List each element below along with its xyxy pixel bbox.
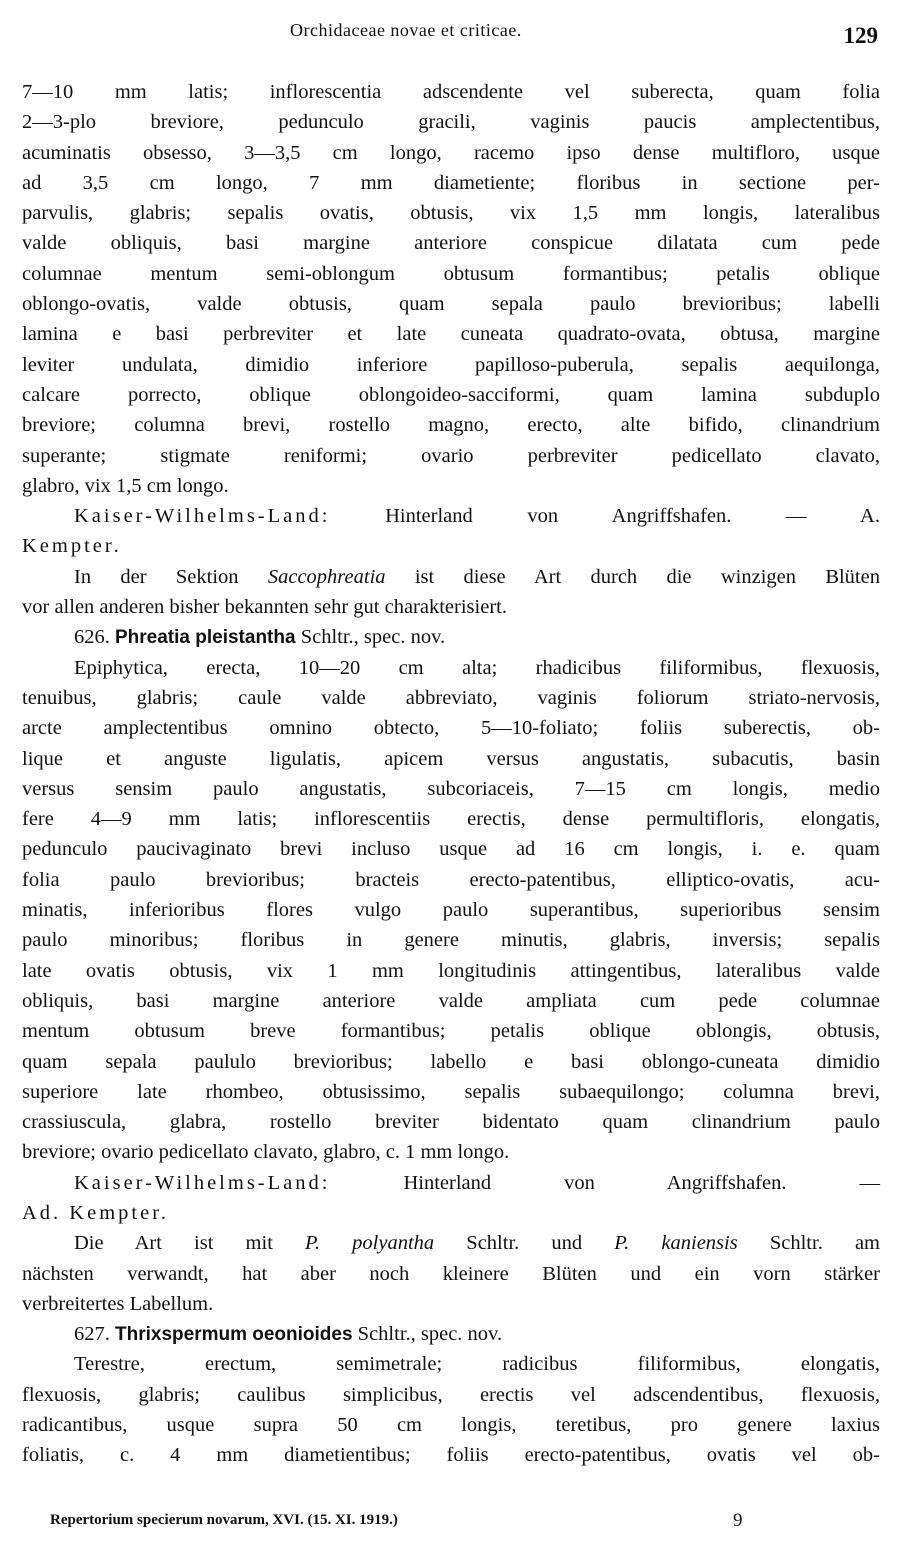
text-line: verbreitertes Labellum. (22, 1292, 214, 1315)
text-line: superante; stigmate reniformi; ovario perbreviter pedicellato clavato, (22, 444, 880, 467)
text-span: Die Art ist mit (74, 1232, 306, 1255)
text-line: breviore; ovario pedicellato clavato, glabro, c. 1 mm longo. (22, 1141, 510, 1164)
text-line: valde obliquis, basi margine anteriore conspicue dilatata cum pede (22, 232, 880, 255)
text-line: mentum obtusum breve formantibus; petalis oblique oblongis, obtusis, (22, 1020, 880, 1043)
text-line: crassiuscula, glabra, rostello breviter bidentato quam clinandrium paulo (22, 1111, 880, 1134)
text-line: late ovatis obtusis, vix 1 mm longitudinis attingentibus, lateralibus valde (22, 959, 880, 982)
locality-spaced: Kempter. (22, 535, 122, 558)
text-line: tenuibus, glabris; caule valde abbreviato, vaginis foliorum striato-nervosis, (22, 686, 880, 709)
text-span: In der Sektion (74, 565, 268, 588)
taxon-italic: P. polyantha (305, 1232, 435, 1255)
text-line: glabro, vix 1,5 cm longo. (22, 474, 229, 497)
taxon-italic: P. kaniensis (614, 1232, 738, 1255)
signature-mark: 9 (733, 1510, 743, 1531)
text-span: ist diese Art durch die winzigen Blüten (385, 565, 880, 588)
text-line: quam sepala paululo brevioribus; labello e basi oblongo-cuneata dimidio (22, 1050, 880, 1073)
text-line: columnae mentum semi-oblongum obtusum formantibus; petalis oblique (22, 262, 880, 285)
text-line: lique et anguste ligulatis, apicem versus angustatis, subacutis, basin (22, 747, 880, 770)
text-line: arcte amplectentibus omnino obtecto, 5—10-foliato; foliis suberectis, ob- (22, 717, 880, 740)
text-line: 2—3-plo breviore, pedunculo gracili, vaginis paucis amplectentibus, (22, 111, 880, 134)
text-line: oblongo-ovatis, valde obtusis, quam sepala paulo brevioribus; labelli (22, 293, 880, 316)
text-line (22, 1319, 880, 1349)
locality-spaced: Kaiser-Wilhelms-Land: (74, 1171, 331, 1194)
text-line (22, 562, 880, 592)
text-line: acuminatis obsesso, 3—3,5 cm longo, racemo ipso dense multifloro, usque (22, 141, 880, 164)
text-line: folia paulo brevioribus; bracteis erecto-patentibus, elliptico-ovatis, acu- (22, 868, 880, 891)
text-line: pedunculo paucivaginato brevi incluso usque ad 16 cm longis, i. e. quam (22, 838, 880, 861)
text-line: versus sensim paulo angustatis, subcoriaceis, 7—15 cm longis, medio (22, 777, 880, 800)
text-line (22, 531, 880, 561)
text-span: Schltr. und (434, 1232, 615, 1255)
text-line: flexuosis, glabris; caulibus simplicibus, erectis vel adscendentibus, flexuosis, (22, 1383, 880, 1406)
running-header (0, 20, 900, 50)
running-title: Orchidaceae novae et criticae. (290, 20, 522, 40)
text-span: Hinterland von Angriffshafen. — (330, 1171, 880, 1194)
text-span: Schltr., spec. nov. (295, 626, 446, 649)
text-line: vor allen anderen bisher bekannten sehr gut charakterisiert. (22, 596, 507, 619)
body-text (22, 77, 880, 1471)
locality-spaced: Ad. Kempter. (22, 1201, 170, 1224)
locality-spaced: Kaiser-Wilhelms-Land: (74, 505, 331, 528)
text-line: superiore late rhombeo, obtusissimo, sepalis subaequilongo; columna brevi, (22, 1080, 880, 1103)
text-line: Epiphytica, erecta, 10—20 cm alta; rhadicibus filiformibus, flexuosis, (74, 656, 880, 679)
text-span: Schltr. am (737, 1232, 880, 1255)
text-line: paulo minoribus; floribus in genere minutis, glabris, inversis; sepalis (22, 929, 880, 952)
text-line (22, 622, 880, 652)
text-line: Terestre, erectum, semimetrale; radicibus filiformibus, elongatis, (74, 1353, 880, 1376)
text-line: radicantibus, usque supra 50 cm longis, teretibus, pro genere laxius (22, 1414, 880, 1437)
species-name: Thrixspermum oeonioides (115, 1324, 353, 1346)
text-line: calcare porrecto, oblique oblongoideo-sacciformi, quam lamina subduplo (22, 383, 880, 406)
species-name: Phreatia pleistantha (115, 627, 296, 649)
text-line (22, 1228, 880, 1258)
text-line (22, 501, 880, 531)
text-line: ad 3,5 cm longo, 7 mm diametiente; floribus in sectione per- (22, 171, 880, 194)
text-line: fere 4—9 mm latis; inflorescentiis erectis, dense permultifloris, elongatis, (22, 808, 880, 831)
text-span: 627. (74, 1323, 115, 1346)
text-span: Hinterland von Angriffshafen. — A. (330, 505, 880, 528)
text-line: leviter undulata, dimidio inferiore papilloso-puberula, sepalis aequilonga, (22, 353, 880, 376)
text-line: minatis, inferioribus flores vulgo paulo superantibus, superioribus sensim (22, 899, 880, 922)
text-line: lamina e basi perbreviter et late cuneata quadrato-ovata, obtusa, margine (22, 323, 880, 346)
text-line: 7—10 mm latis; inflorescentia adscendente vel suberecta, quam folia (22, 81, 880, 103)
text-span: Schltr., spec. nov. (352, 1323, 503, 1346)
text-span: 626. (74, 626, 115, 649)
taxon-italic: Saccophreatia (267, 565, 386, 588)
text-line: foliatis, c. 4 mm diametientibus; foliis erecto-patentibus, ovatis vel ob- (22, 1444, 880, 1467)
page-number: 129 (843, 23, 878, 48)
text-line: nächsten verwandt, hat aber noch kleinere Blüten und ein vorn stärker (22, 1262, 880, 1285)
text-line: obliquis, basi margine anteriore valde ampliata cum pede columnae (22, 989, 880, 1012)
footer-journal: Repertorium specierum novarum, XVI. (15. XI. 1919.) (50, 1512, 398, 1528)
text-line (22, 1198, 880, 1228)
text-line: parvulis, glabris; sepalis ovatis, obtusis, vix 1,5 mm longis, lateralibus (22, 202, 880, 225)
text-line (22, 1168, 880, 1198)
text-line: breviore; columna brevi, rostello magno, erecto, alte bifido, clinandrium (22, 414, 880, 437)
